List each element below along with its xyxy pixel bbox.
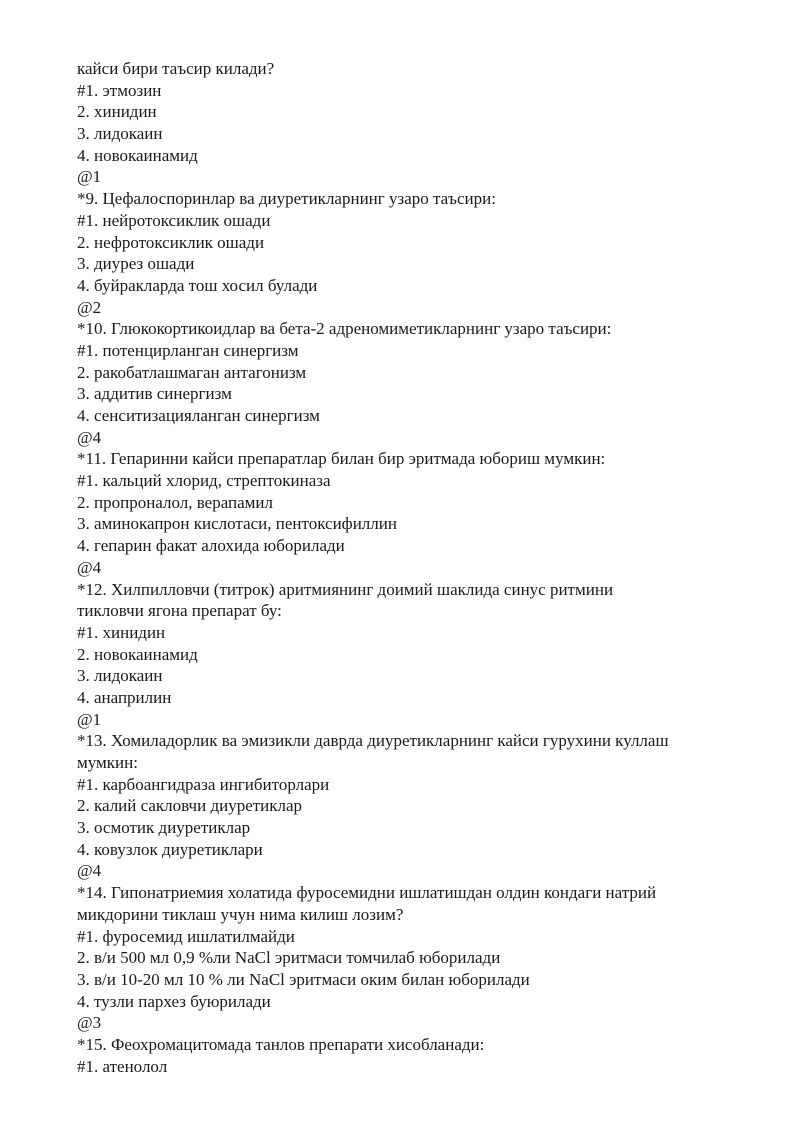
text-line: *15. Феохромацитомада танлов препарати хисобланади: <box>77 1034 485 1054</box>
text-line: 3. аддитив синергизм <box>77 384 232 404</box>
text-line: 3. осмотик диуретиклар <box>77 818 251 838</box>
text-line: 2. пропроналол, верапамил <box>77 492 274 512</box>
text-line: 3. лидокаин <box>77 666 163 686</box>
text-line: 3. аминокапрон кислотаси, пентоксифиллин <box>77 514 397 534</box>
text-line: 3. лидокаин <box>77 124 163 144</box>
text-line: #1. этмозин <box>77 80 162 100</box>
text-line: @1 <box>77 167 102 187</box>
text-line: *13. Хомиладорлик ва эмизикли даврда диуретикларнинг кайси гурухини куллаш <box>77 731 669 751</box>
text-line: 2. новокаинамид <box>77 644 198 664</box>
text-line: @3 <box>77 1013 102 1033</box>
text-line: 4. анаприлин <box>77 687 172 707</box>
text-line: 4. гепарин факат алохида юборилади <box>77 536 345 556</box>
text-line: @1 <box>77 709 102 729</box>
text-line: #1. карбоангидраза ингибиторлари <box>77 774 330 794</box>
text-line: 3. диурез ошади <box>77 254 195 274</box>
text-line: микдорини тиклаш учун нима килиш лозим? <box>77 904 404 924</box>
text-line: 4. тузли пархез буюрилади <box>77 991 271 1011</box>
text-line: 2. в/и 500 мл 0,9 %ли NaCl эритмаси томчилаб юборилади <box>77 948 501 968</box>
text-line: мумкин: <box>77 753 138 772</box>
text-line: 4. сенситизацияланган синергизм <box>77 406 320 425</box>
text-line: *14. Гипонатриемия холатида фуросемидни ишлатишдан олдин кондаги натрий <box>77 883 657 903</box>
text-line: 2. калий сакловчи диуретиклар <box>77 796 303 816</box>
text-line: *12. Хилпилловчи (титрок) аритмиянинг доимий шаклида синус ритмини <box>77 579 614 599</box>
text-line: 4. новокаинамид <box>77 145 198 165</box>
text-line: *9. Цефалоспоринлар ва диуретикларнинг узаро таъсири: <box>77 189 496 209</box>
text-line: тикловчи ягона препарат бу: <box>77 601 282 621</box>
text-line: #1. нейротоксиклик ошади <box>77 210 271 230</box>
text-line: 2. ракобатлашмаган антагонизм <box>77 362 307 382</box>
text-line: @4 <box>77 861 102 881</box>
text-line: #1. кальций хлорид, стрептокиназа <box>77 471 331 491</box>
text-line: *10. Глюкокортикоидлар ва бета-2 адреномиметикларнинг узаро таъсири: <box>77 319 612 339</box>
text-line: #1. фуросемид ишлатилмайди <box>77 926 295 946</box>
text-line: 2. нефротоксиклик ошади <box>77 232 265 252</box>
text-line: #1. хинидин <box>77 622 166 642</box>
text-line: 4. буйракларда тош хосил булади <box>77 275 318 295</box>
text-line: 3. в/и 10-20 мл 10 % ли NaCl эритмаси оким билан юборилади <box>77 969 530 989</box>
document-text <box>77 58 767 1077</box>
text-line: 2. хинидин <box>77 102 157 122</box>
text-line: @4 <box>77 557 102 577</box>
text-line: #1. потенцирланган синергизм <box>77 340 299 360</box>
text-line: #1. атенолол <box>77 1056 168 1076</box>
text-line: кайси бири таъсир килади? <box>77 59 275 78</box>
text-line: @4 <box>77 427 102 447</box>
text-line: 4. ковузлок диуретиклари <box>77 839 263 859</box>
text-line: @2 <box>77 297 102 317</box>
text-line: *11. Гепаринни кайси препаратлар билан бир эритмада юбориш мумкин: <box>77 449 606 469</box>
